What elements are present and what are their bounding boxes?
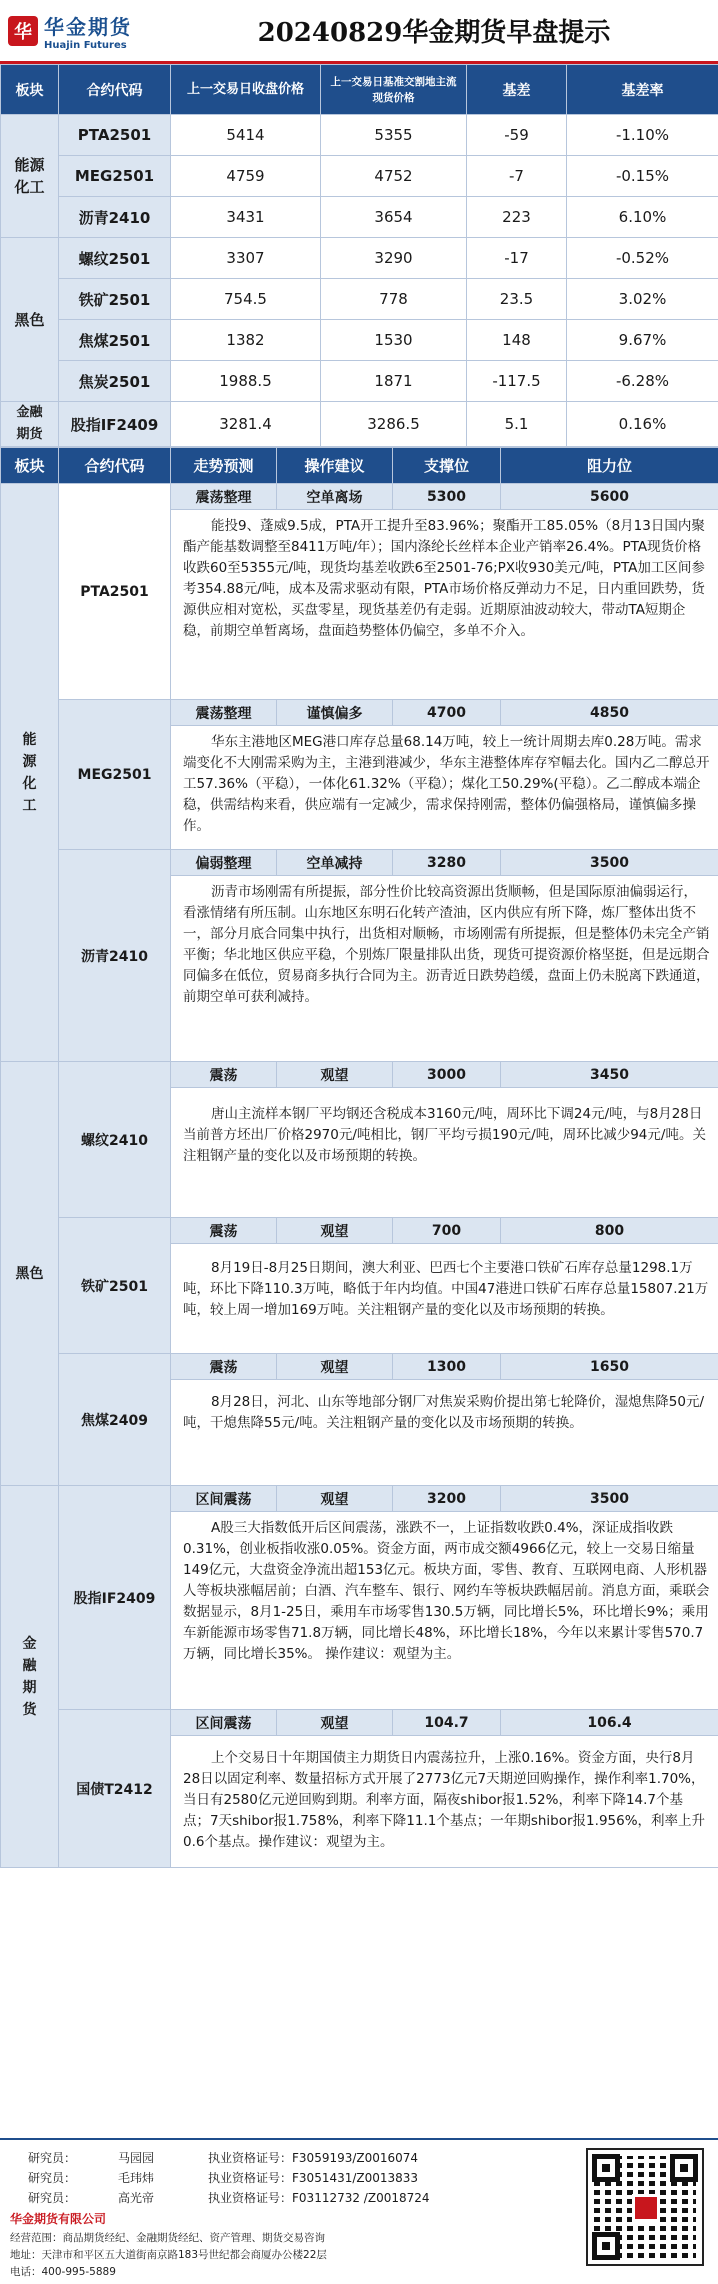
basis-rate: 3.02% [567,279,718,320]
company-info [10,2230,550,2281]
support: 3280 [393,850,501,876]
support: 3200 [393,1486,501,1512]
contract-code: 股指IF2409 [59,402,171,447]
contract-code: 国债T2412 [59,1710,171,1868]
spot-price: 1871 [321,361,467,402]
contract-code: PTA2501 [59,484,171,700]
analyst-name: 毛玮炜 [118,2171,155,2185]
basis-rate: -6.28% [567,361,718,402]
trend: 偏弱整理 [171,850,277,876]
page-title: 20240829华金期货早盘提示 [257,18,611,48]
cert-number: F03112732 /Z0018724 [292,2191,430,2205]
resist: 3500 [501,850,718,876]
contract-code: 铁矿2501 [59,279,171,320]
advice: 观望 [277,1486,393,1512]
spot-price: 3286.5 [321,402,467,447]
sector-label: 黑色 [1,238,59,402]
advice: 观望 [277,1354,393,1380]
analyst-row [28,2188,492,2208]
cert-label: 执业资格证号： [208,2171,293,2185]
advice: 谨慎偏多 [277,700,393,726]
spot-price: 778 [321,279,467,320]
contract-code: MEG2501 [59,156,171,197]
sector-label: 能源化工 [1,115,59,238]
col-close: 上一交易日收盘价格 [171,65,321,115]
contract-code: PTA2501 [59,115,171,156]
basis: -117.5 [467,361,567,402]
table-row [1,279,718,320]
cert-label: 执业资格证号： [208,2151,293,2165]
basis-rate: 9.67% [567,320,718,361]
basis-table [0,64,718,447]
support: 4700 [393,700,501,726]
close-price: 5414 [171,115,321,156]
basis: -59 [467,115,567,156]
header [0,0,718,64]
company-address: 地址：天津市和平区五大道街南京路183号世纪都会商厦办公楼22层 [10,2249,327,2261]
resist: 1650 [501,1354,718,1380]
sector-label: 金融期货 [1,402,59,447]
basis: 223 [467,197,567,238]
sector-label: 金融期货 [1,1486,59,1868]
analyst-name: 马园园 [118,2151,155,2165]
strategy-row [1,1354,718,1380]
trend: 震荡 [171,1354,277,1380]
strategy-table [0,447,718,1868]
analysis-text: 8月19日-8月25日期间，澳大利亚、巴西七个主要港口铁矿石库存总量1298.1万吨，环比下降110.3万吨，略低于年内均值。中国47港进口铁矿石库存总量15807.21万吨，较上周一增加169万吨。关注粗钢产量的变化以及市场预期的转换。 [171,1244,718,1354]
analyst-name: 高光帝 [118,2191,155,2205]
col-code: 合约代码 [59,65,171,115]
spot-price: 5355 [321,115,467,156]
resist: 106.4 [501,1710,718,1736]
table-row [1,197,718,238]
close-price: 3307 [171,238,321,279]
table-row [1,156,718,197]
analysis-text: 能投9、蓬威9.5成，PTA开工提升至83.96%；聚酯开工85.05%（8月13日国内聚酯产能基数调整至8411万吨/年）；国内涤纶长丝样本企业产销率26.4%。PTA现货价格收跌60至5355元/吨，现货均基差收跌6至2501-76;PX收930美元/吨，PTA加工区间参考354.88元/吨，成本及需求驱动有限，PTA市场价格反弹动力不足，日内重回跌势，货源供应相对宽松，买盘零星，现货基差仍有走弱。近期原油波动较大，带动TA短期企稳，前期空单暂离场，盘面趋势整体仍偏空，多单不介入。 [171,510,718,700]
analysis-text: A股三大指数低开后区间震荡，涨跌不一，上证指数收跌0.4%，深证成指收跌0.31%，创业板指收涨0.05%。资金方面，两市成交额4966亿元，较上一交易日缩量149亿元，大盘资金净流出超153亿元。板块方面，零售、教育、互联网电商、人形机器人等板块涨幅居前；白酒、汽车整车、银行、网约车等板块跌幅居前。消息方面，乘联会数据显示，8月1-25日，乘用车市场零售130.5万辆，同比增长5%，环比增长9%；乘用车新能源市场零售71.8万辆，同比增长48%，环比增长18%，今年以来累计零售570.7万辆，同比增长35%。 操作建议：观望为主。 [171,1512,718,1710]
trend: 震荡整理 [171,484,277,510]
strategy-row [1,1486,718,1512]
spot-price: 1530 [321,320,467,361]
advice: 观望 [277,1710,393,1736]
col-support: 支撑位 [393,448,501,484]
basis-table-header [1,65,718,115]
resist: 4850 [501,700,718,726]
analyst-label: 研究员： [28,2191,77,2205]
support: 5300 [393,484,501,510]
close-price: 3431 [171,197,321,238]
advice: 观望 [277,1062,393,1088]
col-sector: 板块 [1,448,59,484]
company-name: 华金期货有限公司 [10,2212,107,2226]
spot-price: 3290 [321,238,467,279]
sector-label: 黑色 [1,1062,59,1486]
advice: 空单减持 [277,850,393,876]
analysis-text: 华东主港地区MEG港口库存总量68.14万吨，较上一统计周期去库0.28万吨。需求端变化不大刚需采购为主，主港到港减少，华东主港整体库存窄幅去化。国内乙二醇总开工57.36%（平稳），一体化61.32%（平稳）；煤化工50.29%(平稳）。乙二醇成本端企稳，供需结构来看，供应端有一定减少，需求保持刚需，整体仍偏强格局，谨慎偏多操作。 [171,726,718,850]
logo [0,0,150,63]
col-sector: 板块 [1,65,59,115]
trend: 震荡整理 [171,700,277,726]
analyst-row [28,2148,492,2168]
analyst-label: 研究员： [28,2171,77,2185]
table-row [1,115,718,156]
basis-rate: -0.52% [567,238,718,279]
basis-rate: -1.10% [567,115,718,156]
basis: 148 [467,320,567,361]
advice: 空单离场 [277,484,393,510]
basis: -17 [467,238,567,279]
contract-code: MEG2501 [59,700,171,850]
analysis-text: 沥青市场刚需有所提振，部分性价比较高资源出货顺畅，但是国际原油偏弱运行，看涨情绪有所压制。山东地区东明石化转产渣油，区内供应有所下降，炼厂整体出货不一，部分月底合同集中执行，出货相对顺畅，市场刚需有所提振，但是整体仍未完全产销平衡；华北地区供应平稳，个别炼厂限量排队出货，现货可提资源价格坚挺，但是远期合同偏多在低位，贸易商多执行合同为主。沥青近日跌势趋缓，盘面上仍未脱离下跌通道，前期空单可获利减持。 [171,876,718,1062]
contract-code: 股指IF2409 [59,1486,171,1710]
col-advice: 操作建议 [277,448,393,484]
strategy-row [1,1710,718,1736]
contract-code: 螺纹2501 [59,238,171,279]
col-resist: 阻力位 [501,448,718,484]
basis-rate: 0.16% [567,402,718,447]
close-price: 1988.5 [171,361,321,402]
strategy-row [1,1062,718,1088]
support: 700 [393,1218,501,1244]
logo-icon: 华 [8,16,38,46]
table-row [1,238,718,279]
basis: 23.5 [467,279,567,320]
resist: 3500 [501,1486,718,1512]
contract-code: 螺纹2410 [59,1062,171,1218]
analyst-label: 研究员： [28,2151,77,2165]
advice: 观望 [277,1218,393,1244]
table-row [1,361,718,402]
analysis-text: 8月28日，河北、山东等地部分钢厂对焦炭采购价提出第七轮降价，湿熄焦降50元/吨，干熄焦降55元/吨。关注粗钢产量的变化以及市场预期的转换。 [171,1380,718,1486]
qr-logo-icon [632,2194,660,2222]
cert-number: F3051431/Z0013833 [292,2171,419,2185]
cert-label: 执业资格证号： [208,2191,293,2205]
trend: 震荡 [171,1062,277,1088]
analysis-text: 上个交易日十年期国债主力期货日内震荡拉升，上涨0.16%。资金方面，央行8月28日以固定利率、数量招标方式开展了2773亿元7天期逆回购操作，操作利率1.70%，当日有2580亿元逆回购到期。利率方面，隔夜shibor报1.52%，利率下降14.7个基点；7天shibor报1.758%，利率下降11.1个基点；一年期shibor报1.956%，利率上升0.6个基点。操作建议：观望为主。 [171,1736,718,1868]
table-row [1,402,718,447]
spot-price: 4752 [321,156,467,197]
strategy-row [1,850,718,876]
close-price: 754.5 [171,279,321,320]
contract-code: 焦煤2409 [59,1354,171,1486]
resist: 5600 [501,484,718,510]
close-price: 4759 [171,156,321,197]
contract-code: 铁矿2501 [59,1218,171,1354]
logo-cn: 华金期货 [44,14,132,39]
business-scope: 经营范围：商品期货经纪、金融期货经纪、资产管理、期货交易咨询 [10,2232,325,2244]
basis: -7 [467,156,567,197]
strategy-row [1,700,718,726]
basis-rate: -0.15% [567,156,718,197]
logo-en: Huajin Futures [44,39,127,51]
contract-code: 焦炭2501 [59,361,171,402]
col-spot: 上一交易日基准交割地主流现货价格 [321,65,467,115]
basis: 5.1 [467,402,567,447]
analysis-text: 唐山主流样本钢厂平均钢还含税成本3160元/吨，周环比下调24元/吨，与8月28日当前普方坯出厂价格2970元/吨相比，钢厂平均亏损190元/吨，周环比减少94元/吨。关注粗钢产量的变化以及市场预期的转换。 [171,1088,718,1218]
trend: 震荡 [171,1218,277,1244]
strategy-row [1,1218,718,1244]
support: 104.7 [393,1710,501,1736]
trend: 区间震荡 [171,1486,277,1512]
analyst-list [28,2148,492,2208]
support: 3000 [393,1062,501,1088]
col-code: 合约代码 [59,448,171,484]
basis-rate: 6.10% [567,197,718,238]
contract-code: 沥青2410 [59,197,171,238]
cert-number: F3059193/Z0016074 [292,2151,419,2165]
col-basis-rate: 基差率 [567,65,718,115]
spot-price: 3654 [321,197,467,238]
strategy-table-header [1,448,718,484]
sector-label: 能源化工 [1,484,59,1062]
analyst-row [28,2168,492,2188]
resist: 800 [501,1218,718,1244]
col-basis: 基差 [467,65,567,115]
support: 1300 [393,1354,501,1380]
col-trend: 走势预测 [171,448,277,484]
footer [0,2138,718,2284]
resist: 3450 [501,1062,718,1088]
company-phone: 电话：400-995-5889 [10,2266,116,2278]
contract-code: 焦煤2501 [59,320,171,361]
contract-code: 沥青2410 [59,850,171,1062]
trend: 区间震荡 [171,1710,277,1736]
close-price: 1382 [171,320,321,361]
strategy-row [1,484,718,510]
close-price: 3281.4 [171,402,321,447]
qr-code-icon [586,2148,704,2266]
table-row [1,320,718,361]
